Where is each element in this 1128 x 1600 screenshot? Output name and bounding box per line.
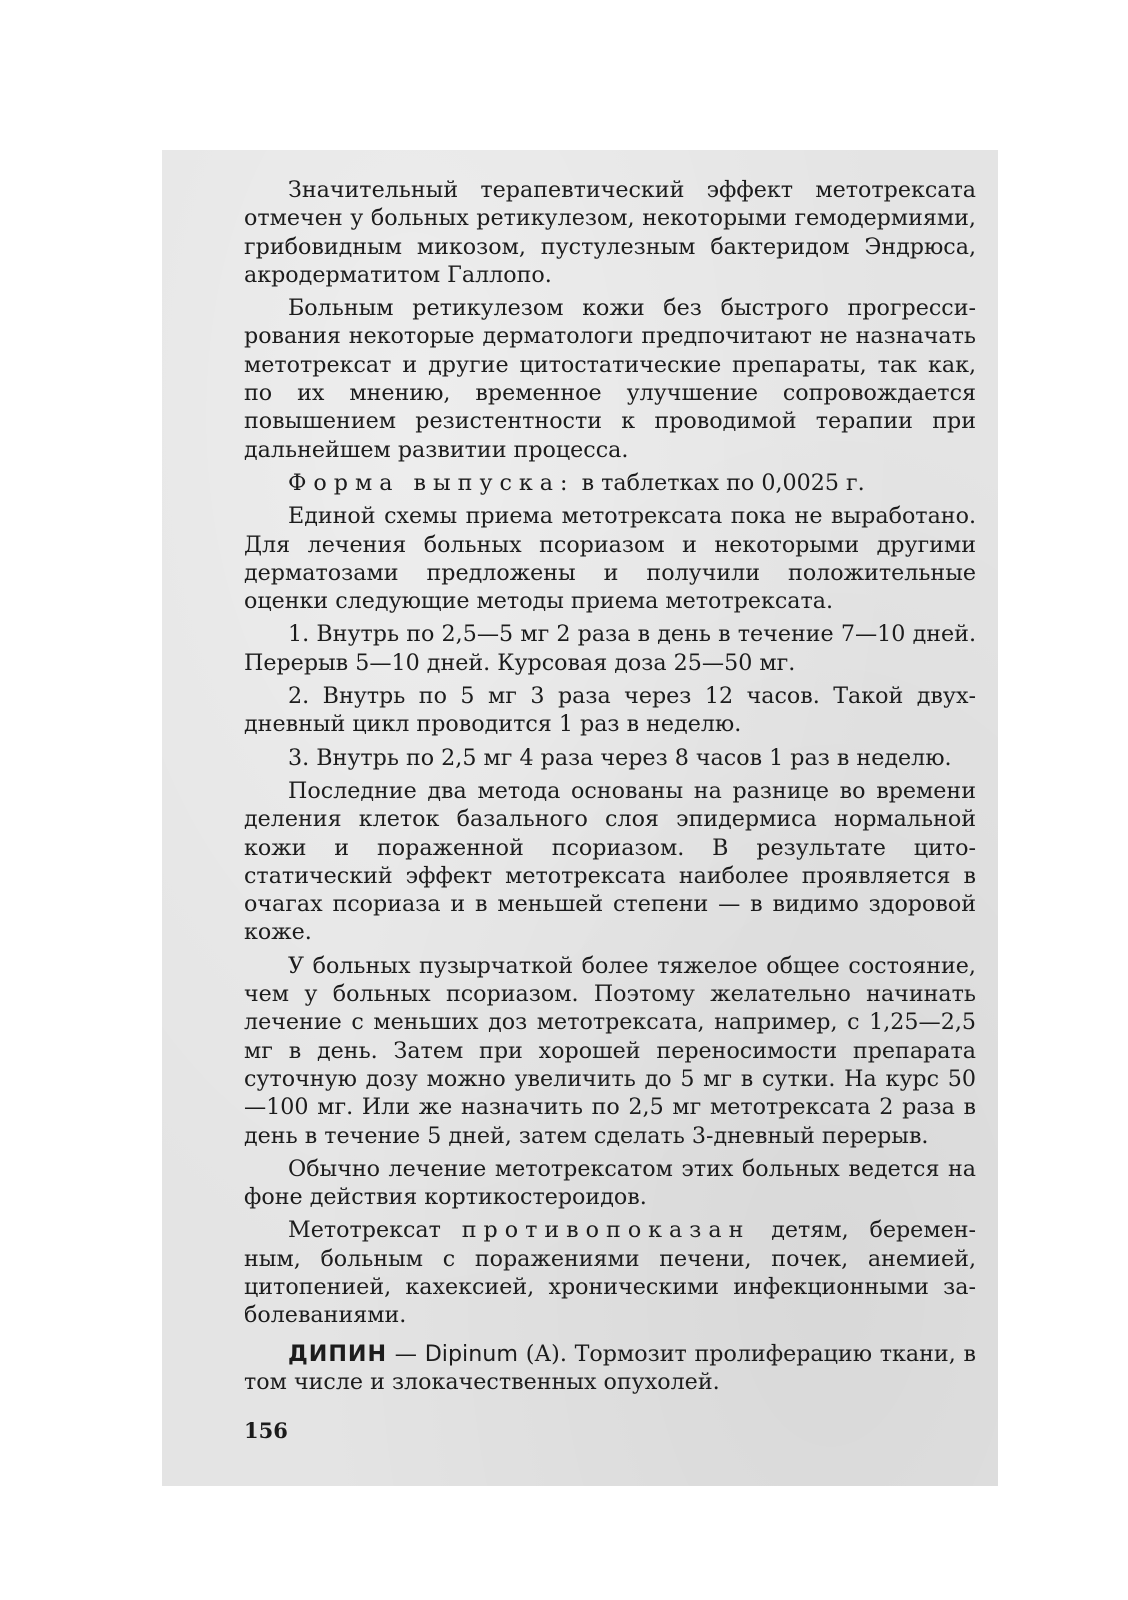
paragraph-method-1: 1. Внутрь по 2,5—5 мг 2 раза в день в течение 7—10 дней. Перерыв 5—10 дней. Курсовая доза 25—50 мг. — [244, 621, 976, 676]
paragraph-method-3: 3. Внутрь по 2,5 мг 4 раза через 8 часов 1 раз в неделю. — [288, 744, 952, 771]
dipin-description: (А). Тормозит пролиферацию ткани, в том числе и злокачественных опухолей. — [244, 1340, 976, 1395]
contraindications-start: Метотрексат — [288, 1217, 462, 1244]
contraindicated-word: противопоказан — [461, 1217, 751, 1244]
drug-name-dipin: ДИПИН — [288, 1340, 388, 1367]
paragraph-release-form — [244, 469, 976, 497]
paragraph-pemphigus: У больных пузырчаткой более тяжелое общее состояние, чем у больных псориазом. Поэтому желательно начинать лечение с меньших доз метотрексата, например, с 1,25—2,5 мг в день. Затем при хорошей переносимости препарата суточную дозу можно увеличить до 5 мг в сутки. На курс 50—100 мг. Или же назначить по 2,5 мг метотрексата 2 раза в день в течение 5 дней, затем сделать 3-дневный перерыв. — [244, 952, 976, 1149]
paragraph-reticulosis: Больным ретикулезом кожи без быстрого прогрессирования некоторые дерматологи предпочитают не назначать метотрексат и другие цитостатические препараты, так как, по их мнению, временное улучшение сопровождается повышением резистентности к проводимой терапии при дальнейшем развитии процесса. — [244, 295, 976, 463]
paragraph-methotrexate-effect: Значительный терапевтический эффект метотрексата отмечен у больных ретикулезом, некоторыми гемодермиями, грибовидным микозом, пустулезным бактеридом Эндрюса, акродерматитом Галлопо. — [244, 177, 976, 288]
contraindications-end: детям, беременным, больным с поражениями печени, почек, анемией, цитопенией, кахексией, хроническими инфекционными заболеваниями. — [244, 1217, 976, 1329]
paragraph-contraindications — [244, 1216, 976, 1329]
body-text — [244, 176, 976, 1401]
paragraph-corticosteroids: Обычно лечение метотрексатом этих больных ведется на фоне действия кортикостероидов. — [244, 1155, 976, 1211]
paragraph-cell-division: Последние два метода основаны на разнице во времени деления клеток базального слоя эпидермиса нормальной кожи и пораженной псориазом. В результате цитостатический эффект метотрексата наиболее проявляется в очагах псориаза и в меньшей степени — в видимо здоровой коже. — [244, 777, 976, 946]
drug-latin-name: Dipinum — [424, 1340, 518, 1367]
release-form-text: в таблетках по 0,0025 г. — [574, 469, 865, 496]
paragraph-dipin-entry — [244, 1340, 976, 1397]
drug-name-dash: — — [387, 1340, 425, 1367]
paragraph-dosing-schemes: Единой схемы приема метотрексата пока не выработано. Для лечения больных псориазом и некоторыми другими дерматозами предложены и получили положительные оценки следующие методы приема метотрексата. — [244, 503, 976, 615]
release-form-label: Форма выпуска: — [288, 469, 575, 496]
paragraph-method-2: 2. Внутрь по 5 мг 3 раза через 12 часов. Такой двухдневный цикл проводится 1 раз в неделю. — [244, 683, 976, 738]
page-number: 156 — [244, 1418, 288, 1443]
